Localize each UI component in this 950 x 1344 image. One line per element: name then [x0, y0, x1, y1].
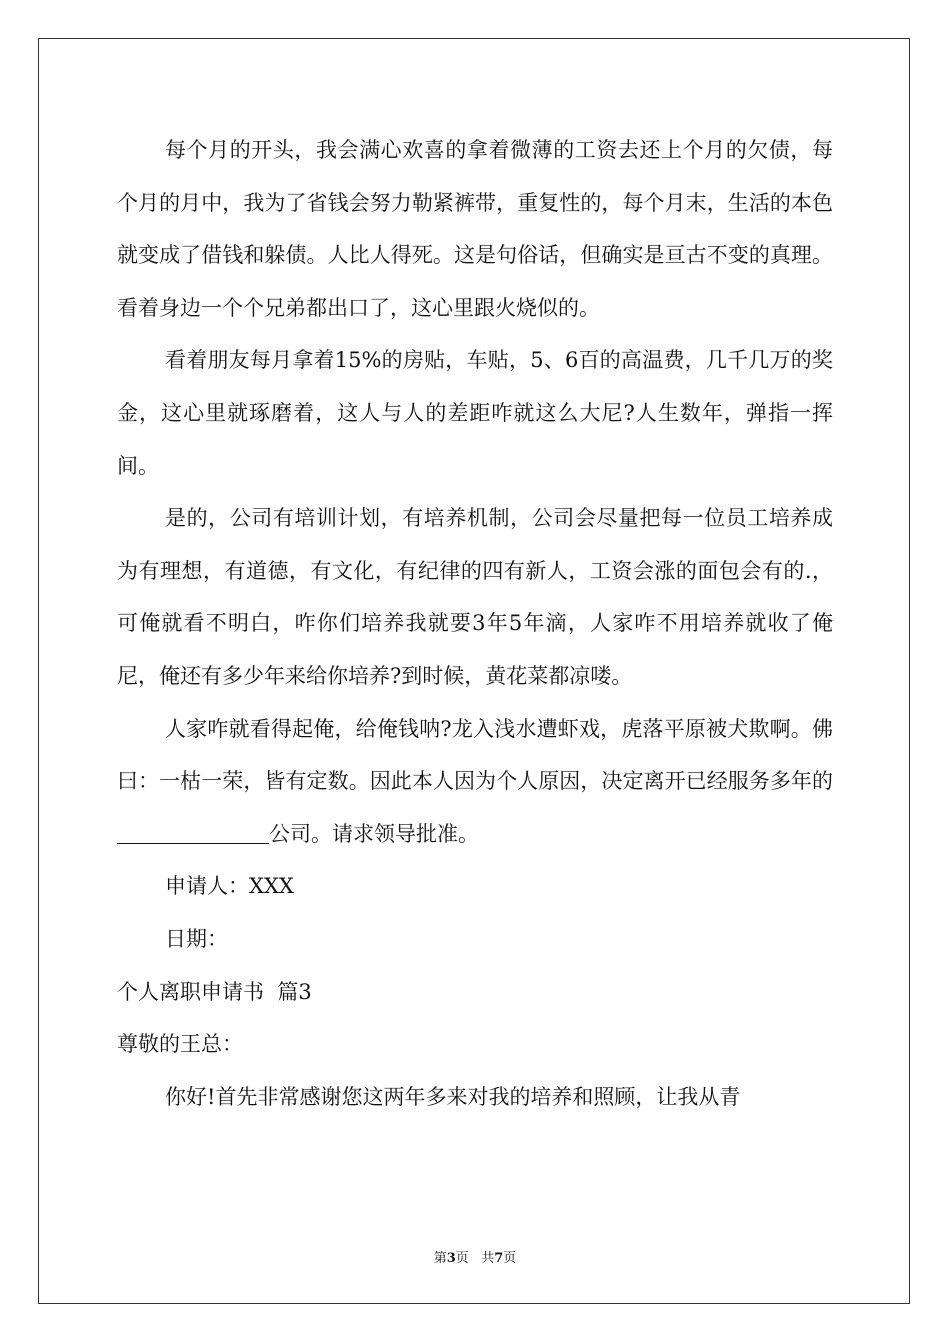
date-line: 日期：	[165, 926, 228, 951]
page-footer	[0, 1247, 950, 1266]
applicant-line: 申请人：XXX	[165, 874, 294, 899]
paragraph-1: 每个月的开头，我会满心欢喜的拿着微薄的工资去还上个月的欠债，每个月的月中，我为了省钱会努力勒紧裤带，重复性的，每个月末，生活的本色就变成了借钱和躲债。人比人得死。这是句俗话，但确实是亘古不变的真理。看着身边一个个兄弟都出口了，这心里跟火烧似的。	[117, 138, 833, 320]
document-body	[117, 124, 833, 1123]
paragraph-2: 看着朋友每月拿着15%的房贴，车贴，5、6百的高温费，几千几万的奖金，这心里就琢磨着，这人与人的差距咋就这么大尼?人生数年，弹指一挥间。	[117, 348, 833, 478]
page-number: 3	[446, 1251, 456, 1266]
total-pages: 7	[494, 1251, 504, 1266]
paragraph-4-text: 人家咋就看得起俺，给俺钱呐?龙入浅水遭虾戏，虎落平原被犬欺啊。佛曰：一枯一荣，皆有定数。因此本人因为个人原因，决定离开已经服务多年的	[117, 716, 833, 794]
paragraph-4	[117, 703, 833, 861]
total-prefix: 共	[481, 1251, 495, 1266]
company-blank-line	[117, 842, 269, 844]
total-suffix: 页	[503, 1251, 517, 1266]
page-suffix: 页	[455, 1251, 469, 1266]
paragraph-4-tail: 公司。请求领导批准。	[269, 821, 479, 846]
section-heading: 个人离职申请书 篇3	[117, 979, 312, 1004]
paragraph-3: 是的，公司有培训计划，有培养机制，公司会尽量把每一位员工培养成为有理想，有道德，有文化，有纪律的四有新人，工资会涨的面包会有的.，可俺就看不明白，咋你们培养我就要3年5年滴，人家咋不用培养就收了俺尼，俺还有多少年来给你培养?到时候，黄花菜都凉喽。	[117, 506, 833, 688]
page-prefix: 第	[433, 1251, 447, 1266]
opening-paragraph: 你好!首先非常感谢您这两年多来对我的培养和照顾，让我从青	[165, 1084, 741, 1109]
salutation: 尊敬的王总：	[117, 1032, 243, 1057]
